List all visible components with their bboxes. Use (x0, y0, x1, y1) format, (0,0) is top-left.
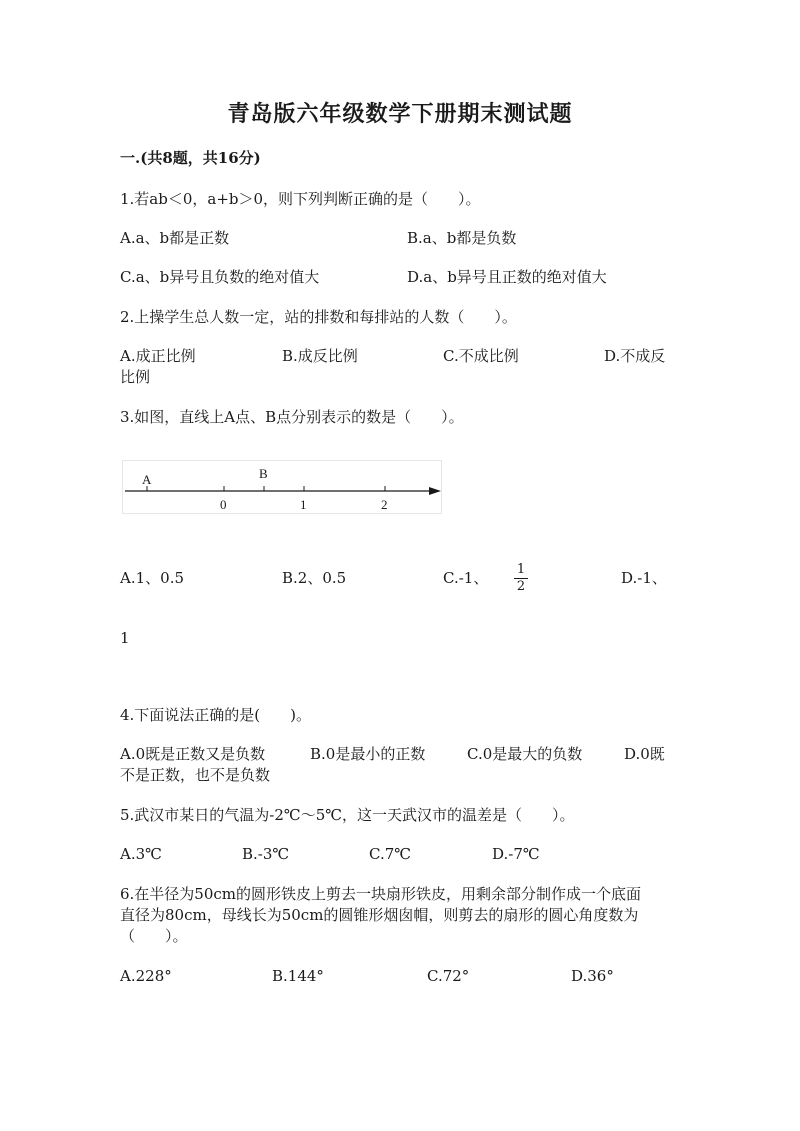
q4-option-c[interactable]: C.0是最大的负数 (467, 745, 583, 763)
q1-option-b[interactable]: B.a、b都是负数 (407, 229, 517, 247)
q6-option-d[interactable]: D.36° (571, 967, 614, 985)
q1-stem: 1.若ab＜0，a+b＞0，则下列判断正确的是（ ）。 (120, 190, 481, 208)
q3-option-d-continued: 1 (120, 629, 130, 647)
fraction-denominator: 2 (516, 579, 526, 594)
q5-stem: 5.武汉市某日的气温为-2℃～5℃，这一天武汉市的温差是（ ）。 (120, 806, 575, 824)
q2-option-d-continued: 比例 (120, 368, 151, 386)
q6-option-c[interactable]: C.72° (427, 967, 470, 985)
q3-option-c[interactable]: C.-1、 (443, 569, 489, 587)
q1-option-a[interactable]: A.a、b都是正数 (120, 229, 230, 247)
q4-option-d[interactable]: D.0既 (624, 745, 665, 763)
arrow-right-icon (429, 487, 441, 495)
label-b: B (259, 466, 268, 481)
q5-option-c[interactable]: C.7℃ (369, 845, 412, 863)
q4-option-d-continued: 不是正数，也不是负数 (120, 766, 271, 784)
q3-stem: 3.如图，直线上A点、B点分别表示的数是（ ）。 (120, 408, 464, 426)
q2-option-d[interactable]: D.不成反 (604, 347, 666, 365)
label-tick-1: 1 (300, 497, 307, 512)
q6-option-b[interactable]: B.144° (272, 967, 324, 985)
page-title: 青岛版六年级数学下册期末测试题 (227, 101, 573, 127)
q3-option-d[interactable]: D.-1、 (621, 569, 667, 587)
q3-option-a[interactable]: A.1、0.5 (120, 569, 184, 587)
fraction-numerator: 1 (516, 562, 526, 577)
q5-option-d[interactable]: D.-7℃ (492, 845, 540, 863)
q5-option-b[interactable]: B.-3℃ (242, 845, 290, 863)
number-line-figure (122, 460, 442, 514)
q2-option-c[interactable]: C.不成比例 (443, 347, 519, 365)
q4-option-a[interactable]: A.0既是正数又是负数 (120, 745, 266, 763)
q1-option-c[interactable]: C.a、b异号且负数的绝对值大 (120, 268, 320, 286)
q4-stem: 4.下面说法正确的是( )。 (120, 706, 312, 724)
q5-option-a[interactable]: A.3℃ (120, 845, 162, 863)
number-line-svg (123, 461, 441, 513)
q3-option-b[interactable]: B.2、0.5 (282, 569, 347, 587)
q2-option-a[interactable]: A.成正比例 (120, 347, 196, 365)
q1-option-d[interactable]: D.a、b异号且正数的绝对值大 (407, 268, 607, 286)
label-a: A (142, 472, 152, 487)
q4-option-b[interactable]: B.0是最小的正数 (310, 745, 426, 763)
q6-stem-line1: 6.在半径为50cm的圆形铁皮上剪去一块扇形铁皮，用剩余部分制作成一个底面 (120, 885, 642, 903)
q2-option-b[interactable]: B.成反比例 (282, 347, 358, 365)
q3-option-c-fraction (514, 563, 528, 594)
label-tick-0: 0 (220, 497, 227, 512)
q2-stem: 2.上操学生总人数一定，站的排数和每排站的人数（ ）。 (120, 308, 517, 326)
section-heading: 一.(共8题，共16分) (120, 149, 261, 167)
q6-stem-line2: 直径为80cm，母线长为50cm的圆锥形烟囱帽，则剪去的扇形的圆心角度数为 (120, 906, 639, 924)
q6-stem-line3: （ ）。 (120, 927, 188, 945)
q6-option-a[interactable]: A.228° (120, 967, 172, 985)
label-tick-2: 2 (381, 497, 388, 512)
